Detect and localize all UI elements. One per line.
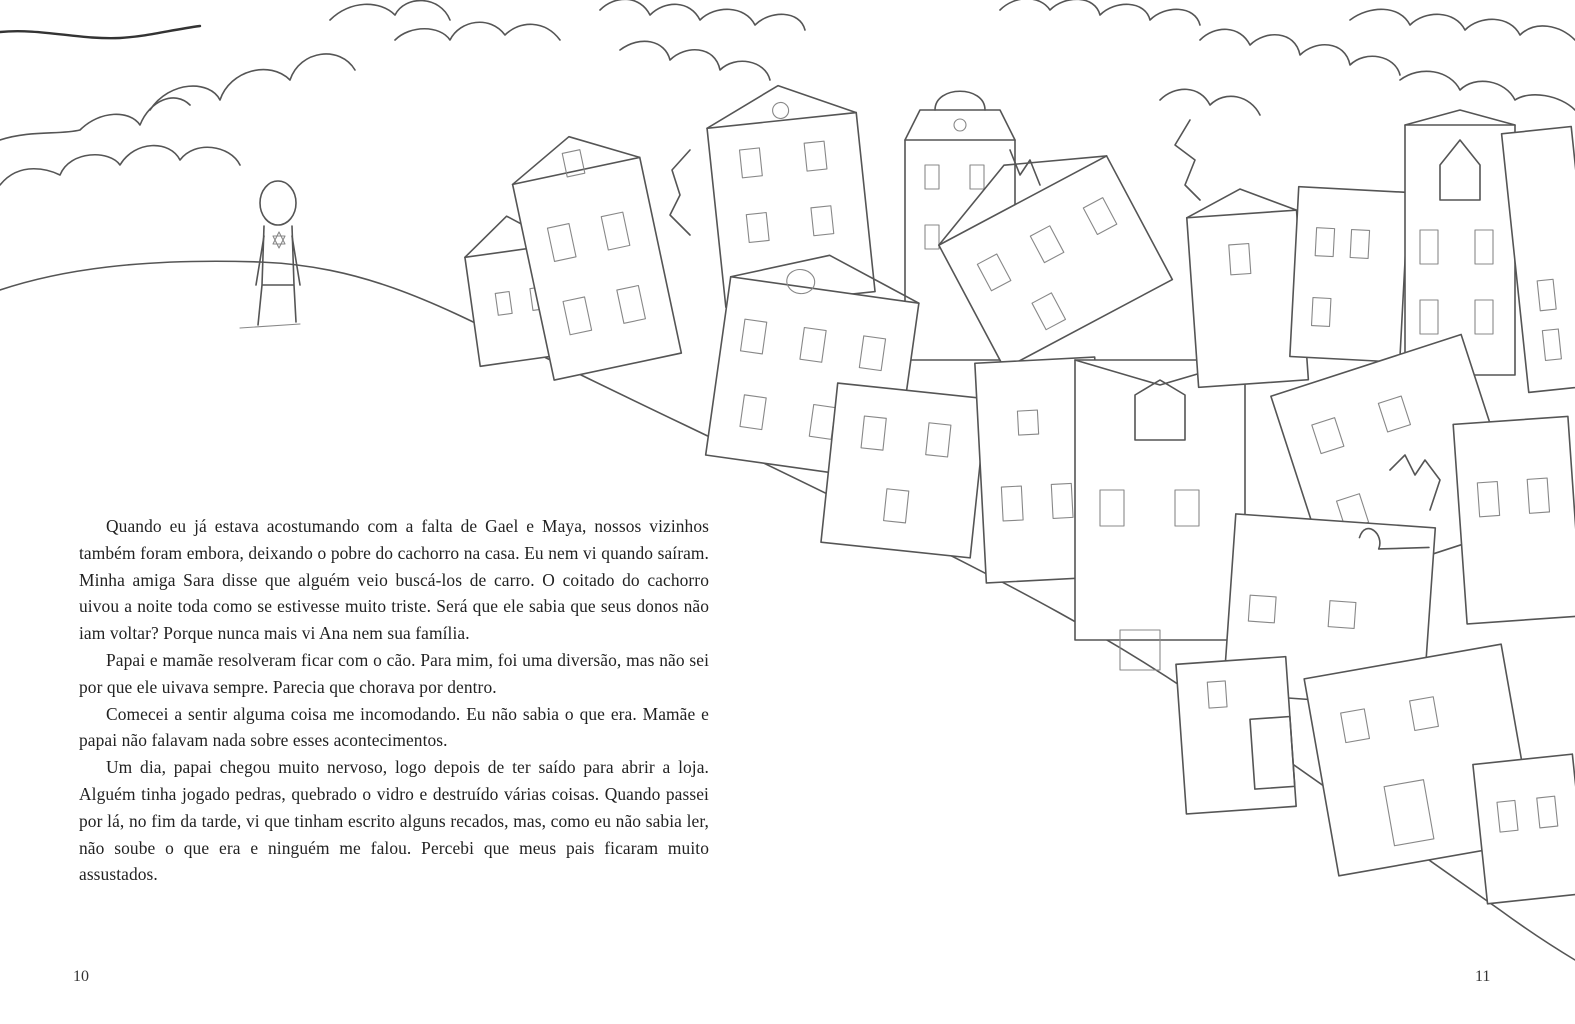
story-paragraph-3: Comecei a sentir alguma coisa me incomodando. Eu não sabia o que era. Mamãe e papai não falavam nada sobre esses acontecimentos. [79,703,709,751]
story-paragraph-4: Um dia, papai chegou muito nervoso, logo depois de ter saído para abrir a loja. Alguém tinha jogado pedras, quebrado o vidro e destruído várias coisas. Quando passei por lá, no fim da tarde, vi que tinham escrito alguns recados, mas, como eu não sabia ler, não soube o que era e ninguém me falou. Percebi que meus pais ficaram muito assustados. [79,757,709,885]
story-paragraph-2: Papai e mamãe resolveram ficar com o cão. Para mim, foi uma diversão, mas não sei por que ele uivava sempre. Parecia que chorava por dentro. [79,649,709,697]
story-text [79,513,709,888]
page-number-right: 11 [1475,968,1491,985]
child-figure [240,181,300,328]
page-number-left: 10 [73,968,89,985]
story-paragraph-1: Quando eu já estava acostumando com a falta de Gael e Maya, nossos vizinhos também foram embora, deixando o pobre do cachorro na casa. Eu nem vi quando saíram. Minha amiga Sara disse que alguém veio buscá-los de carro. O coitado do cachorro uivou a noite toda como se estivesse muito triste. Será que ele sabia que seus donos não iam voltar? Porque nunca mais vi Ana nem sua família. [79,516,709,644]
